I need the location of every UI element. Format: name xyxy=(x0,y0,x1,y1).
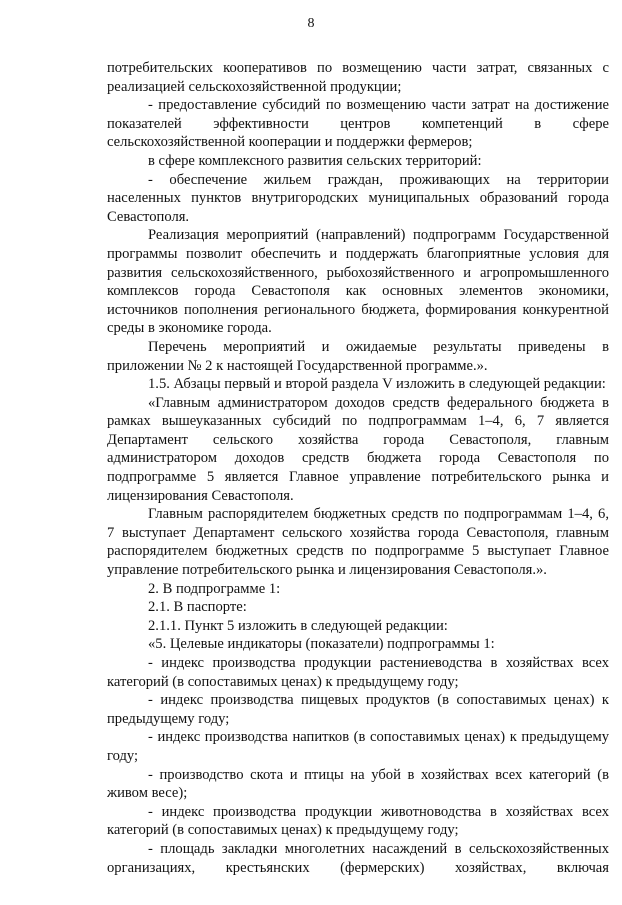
paragraph: 2.1. В паспорте: xyxy=(148,599,247,616)
page-number: 8 xyxy=(307,16,315,31)
paragraph: 1.5. Абзацы первый и второй раздела V изложить в следующей редакции: xyxy=(148,376,606,393)
paragraph: Главным распорядителем бюджетных средств по подпрограммам 1–4, 6, 7 выступает Департамент сельского хозяйства города Севастополя, главным распорядителем бюджетных средств по подпрограмме 5 выступает Главное управление потребительского рынка и лицензирования Севастополя.». xyxy=(107,506,609,579)
paragraph: - площадь закладки многолетних насаждений в сельскохозяйственных организациях, крестьянских (фермерских) хозяйствах, включая xyxy=(107,840,609,876)
paragraph: - предоставление субсидий по возмещению части затрат на достижение показателей эффективности центров компетенций в сфере сельскохозяйственной кооперации и поддержки фермеров; xyxy=(107,97,609,151)
paragraph: - индекс производства продукции животноводства в хозяйствах всех категорий (в сопоставимых ценах) к предыдущему году; xyxy=(107,803,609,839)
paragraph: - индекс производства продукции растениеводства в хозяйствах всех категорий (в сопоставимых ценах) к предыдущему году; xyxy=(107,655,609,690)
paragraph: - индекс производства пищевых продуктов (в сопоставимых ценах) к предыдущему году; xyxy=(107,692,609,727)
paragraph: - производство скота и птицы на убой в хозяйствах всех категорий (в живом весе); xyxy=(107,766,609,802)
paragraph: Перечень мероприятий и ожидаемые результаты приведены в приложении № 2 к настоящей Государственной программе.». xyxy=(107,338,609,374)
paragraph: 2. В подпрограмме 1: xyxy=(148,580,281,597)
paragraph: в сфере комплексного развития сельских территорий: xyxy=(148,152,482,169)
paragraph: - индекс производства напитков (в сопоставимых ценах) к предыдущему году; xyxy=(107,729,609,764)
paragraph: потребительских кооперативов по возмещению части затрат, связанных с реализацией сельскохозяйственной продукции; xyxy=(107,60,609,95)
paragraph: Реализация мероприятий (направлений) подпрограмм Государственной программы позволит обеспечить и поддержать благоприятные условия для развития сельскохозяйственного, рыбохозяйственного и агропромышленного комплексов города Севастополя как основных элементов экономики, источников пополнения регионального бюджета, формирования конкурентной среды в экономике города. xyxy=(107,227,609,337)
document-body xyxy=(107,59,609,877)
paragraph: «Главным администратором доходов средств федерального бюджета в рамках вышеуказанных субсидий по подпрограммам 1–4, 6, 7 является Департамент сельского хозяйства города Севастополя, главным администратором доходов средств бюджета города Севастополя по подпрограмме 5 является Главное управление потребительского рынка и лицензирования Севастополя. xyxy=(107,394,609,504)
paragraph: «5. Целевые индикаторы (показатели) подпрограммы 1: xyxy=(148,636,495,653)
paragraph: - обеспечение жильем граждан, проживающих на территории населенных пунктов внутригородских муниципальных образований города Севастополя. xyxy=(107,171,609,225)
paragraph: 2.1.1. Пункт 5 изложить в следующей редакции: xyxy=(148,617,448,634)
